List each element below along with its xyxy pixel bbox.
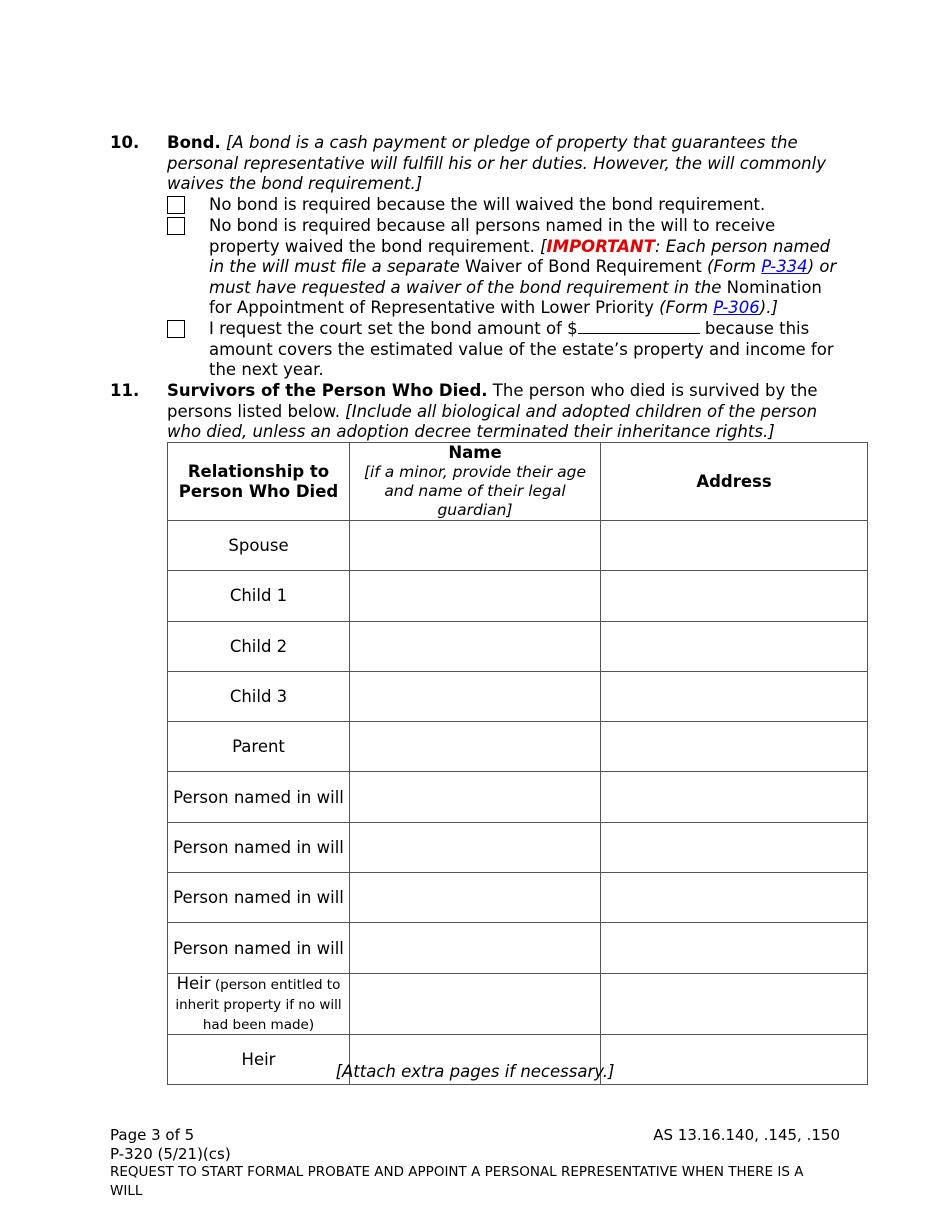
footer-form-title: REQUEST TO START FORMAL PROBATE AND APPOINT A PERSONAL REPRESENTATIVE WHEN THERE IS A WILL [110,1164,804,1199]
table-row [168,571,868,621]
address-cell[interactable] [601,822,868,872]
form-p334-link[interactable]: P-334 [761,257,808,276]
footer [110,1126,840,1200]
table-row [168,822,868,872]
relationship-cell: Person named in will [168,923,350,973]
section-11-note: [Include all biological and adopted children of the person who died, unless an adoption decree terminated their inheritance rights.] [167,401,818,441]
table-row [168,621,868,671]
name-cell[interactable] [350,722,601,772]
bond-option-1-label: No bond is required because the will waived the bond requirement. [209,195,766,214]
form-p306-link[interactable]: P-306 [713,298,760,317]
table-row [168,521,868,571]
name-cell[interactable] [350,621,601,671]
address-cell[interactable] [601,722,868,772]
relationship-cell: Child 1 [168,571,350,621]
section-10-title: Bond. [167,133,221,152]
section-10-intro [167,133,842,195]
section-11-number: 11. [110,381,140,400]
relationship-cell: Child 2 [168,621,350,671]
table-row [168,772,868,822]
relationship-cell: Heir [168,1034,350,1084]
relationship-cell: Parent [168,722,350,772]
footer-statute: AS 13.16.140, .145, .150 [653,1126,840,1144]
heir-definition: (person entitled to inherit property if no will had been made) [175,976,342,1033]
table-header-row [168,443,868,521]
address-cell[interactable] [601,772,868,822]
name-cell[interactable] [350,571,601,621]
relationship-cell: Child 3 [168,671,350,721]
survivors-table [167,442,868,1085]
address-cell[interactable] [601,873,868,923]
address-cell[interactable] [601,923,868,973]
bond-option-2-label: No bond is required because all persons named in the will to receive property waived the bond requirement. [IMPORTANT: Each person named in the will must file a separate Waiver of Bond Requirement (Form P-334) or must have requested a waiver of the bond requirement in the Nomination for Appointment of Representative with Lower Priority (Form P-306).] [209,216,837,317]
footer-form-code: P-320 (5/21)(cs) [110,1144,231,1163]
bond-option-1-checkbox[interactable] [167,196,185,214]
section-11-intro: Survivors of the Person Who Died. The person who died is survived by the persons listed below. [Include all biological and adopted children of the person who died, unless an adoption decree terminated their inheritance rights.] [167,381,818,441]
footer-page: Page 3 of 5 [110,1126,195,1144]
address-cell[interactable] [601,973,868,1034]
name-cell[interactable] [350,772,601,822]
section-10-number: 10. [110,133,140,152]
bond-option-3-label: I request the court set the bond amount of $ because this amount covers the estimated value of the estate’s property and income for the next year. [209,319,834,379]
table-row [168,722,868,772]
table-row [168,873,868,923]
relationship-cell: Person named in will [168,822,350,872]
name-cell[interactable] [350,671,601,721]
section-10-intro-text: [A bond is a cash payment or pledge of property that guarantees the personal representative will fulfill his or her duties. However, the will commonly waives the bond requirement.] [167,133,826,193]
relationship-cell: Spouse [168,521,350,571]
address-cell[interactable] [601,521,868,571]
table-row [168,923,868,973]
bond-amount-field[interactable] [578,319,700,334]
header-name-note: [if a minor, provide their age and name of their legal guardian] [363,463,587,519]
table-row [168,671,868,721]
name-cell[interactable] [350,923,601,973]
address-cell[interactable] [601,671,868,721]
bond-option-2-checkbox[interactable] [167,217,185,235]
header-address: Address [601,443,868,521]
important-label: IMPORTANT [546,236,655,256]
name-cell[interactable] [350,973,601,1034]
name-cell[interactable] [350,521,601,571]
relationship-cell: Person named in will [168,772,350,822]
header-name: Name [if a minor, provide their age and name of their legal guardian] [350,443,601,521]
attach-note: [Attach extra pages if necessary.] [335,1062,615,1081]
address-cell[interactable] [601,571,868,621]
relationship-cell: Person named in will [168,873,350,923]
name-cell[interactable] [350,873,601,923]
name-cell[interactable] [350,822,601,872]
section-11-title: Survivors of the Person Who Died. [167,381,488,400]
header-relationship: Relationship to Person Who Died [168,443,350,521]
table-row [168,973,868,1034]
address-cell[interactable] [601,621,868,671]
bond-option-3-checkbox[interactable] [167,320,185,338]
relationship-cell-heir: Heir (person entitled to inherit property if no will had been made) [168,973,350,1034]
